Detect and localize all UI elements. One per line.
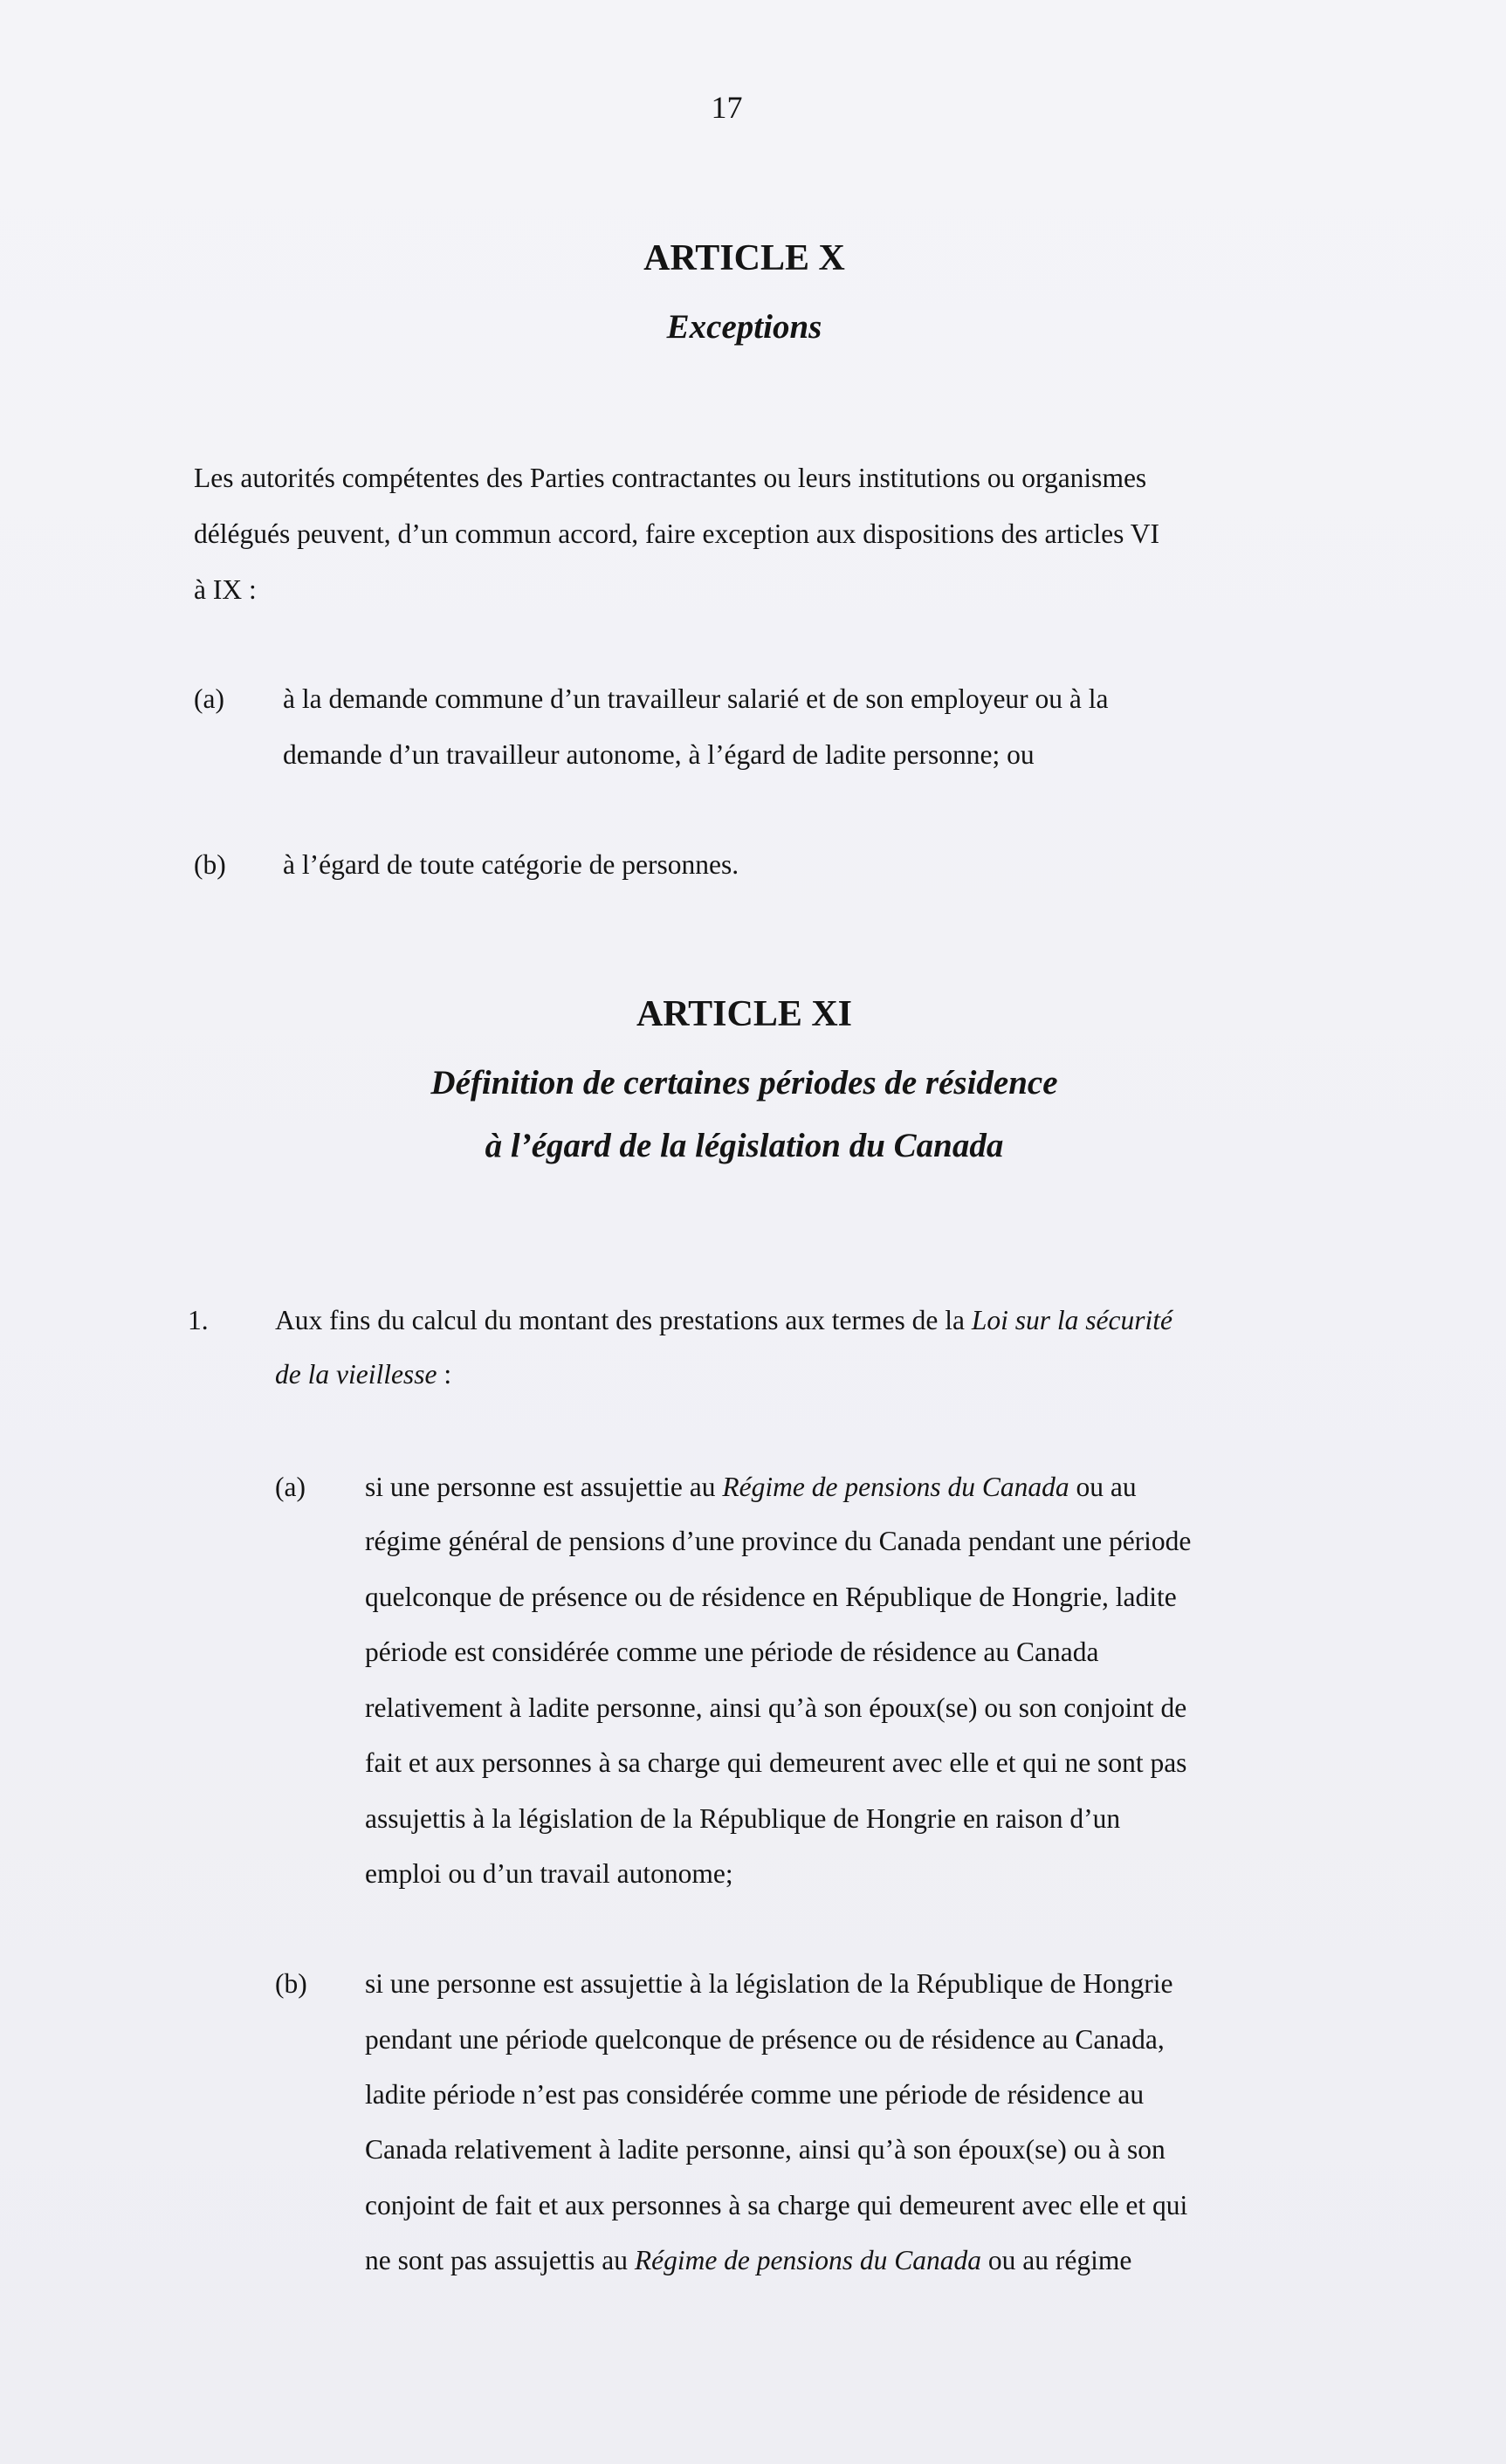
article-xi-para1-line1: Aux fins du calcul du montant des prestations aux termes de la Loi sur la sécurité [275,1305,1172,1335]
article-xi-item-b-label: (b) [275,1968,307,1999]
article-xi-item-b-line: Canada relativement à ladite personne, ainsi qu’à son époux(se) ou à son [365,2134,1166,2165]
article-xi-subtitle-line1: Définition de certaines périodes de résidence [430,1064,1058,1102]
article-x-title: ARTICLE X [643,238,845,278]
article-xi-item-b-line: conjoint de fait et aux personnes à sa charge qui demeurent avec elle et qui [365,2190,1188,2220]
article-xi-para1-label: 1. [188,1305,209,1335]
article-xi-item-b-line: si une personne est assujettie à la législation de la République de Hongrie [365,1968,1173,1999]
article-x-intro-line: Les autorités compétentes des Parties contractantes ou leurs institutions ou organismes [194,463,1147,493]
article-x-item-a-label: (a) [194,683,224,714]
article-x-subtitle: Exceptions [666,308,822,346]
article-xi-item-a-line: relativement à ladite personne, ainsi qu’à son époux(se) ou son conjoint de [365,1692,1187,1723]
article-xi-item-a-line: emploi ou d’un travail autonome; [365,1858,733,1889]
article-xi-item-a-label: (a) [275,1472,306,1502]
article-x-intro-line: à IX : [194,574,257,605]
page-number: 17 [711,90,743,125]
article-xi-item-a-line1: si une personne est assujettie au Régime de pensions du Canada ou au [365,1472,1137,1502]
article-x-item-b-label: (b) [194,849,226,880]
article-x-item-a-line: demande d’un travailleur autonome, à l’égard de ladite personne; ou [283,739,1035,770]
article-xi-subtitle-line2: à l’égard de la législation du Canada [485,1127,1004,1164]
article-x-item-b-line: à l’égard de toute catégorie de personnes. [283,849,739,880]
article-xi-item-b-last-line: ne sont pas assujettis au Régime de pensions du Canada ou au régime [365,2245,1132,2275]
article-xi-item-b-line: ladite période n’est pas considérée comme une période de résidence au [365,2079,1145,2110]
article-xi-item-a-line: régime général de pensions d’une province du Canada pendant une période [365,1526,1192,1556]
article-x-intro-line: délégués peuvent, d’un commun accord, faire exception aux dispositions des articles VI [194,518,1159,549]
article-xi-item-a-line: fait et aux personnes à sa charge qui demeurent avec elle et qui ne sont pas [365,1747,1187,1778]
article-xi-item-a-line: période est considérée comme une période de résidence au Canada [365,1637,1099,1667]
article-xi-item-a-line: quelconque de présence ou de résidence en République de Hongrie, ladite [365,1582,1177,1612]
article-x-item-a-line: à la demande commune d’un travailleur salarié et de son employeur ou à la [283,683,1109,714]
article-xi-para1-line2: de la vieillesse : [275,1359,452,1390]
article-xi-item-a-line: assujettis à la législation de la République de Hongrie en raison d’un [365,1803,1121,1834]
article-xi-title: ARTICLE XI [636,994,853,1034]
article-xi-item-b-line: pendant une période quelconque de présence ou de résidence au Canada, [365,2024,1165,2055]
